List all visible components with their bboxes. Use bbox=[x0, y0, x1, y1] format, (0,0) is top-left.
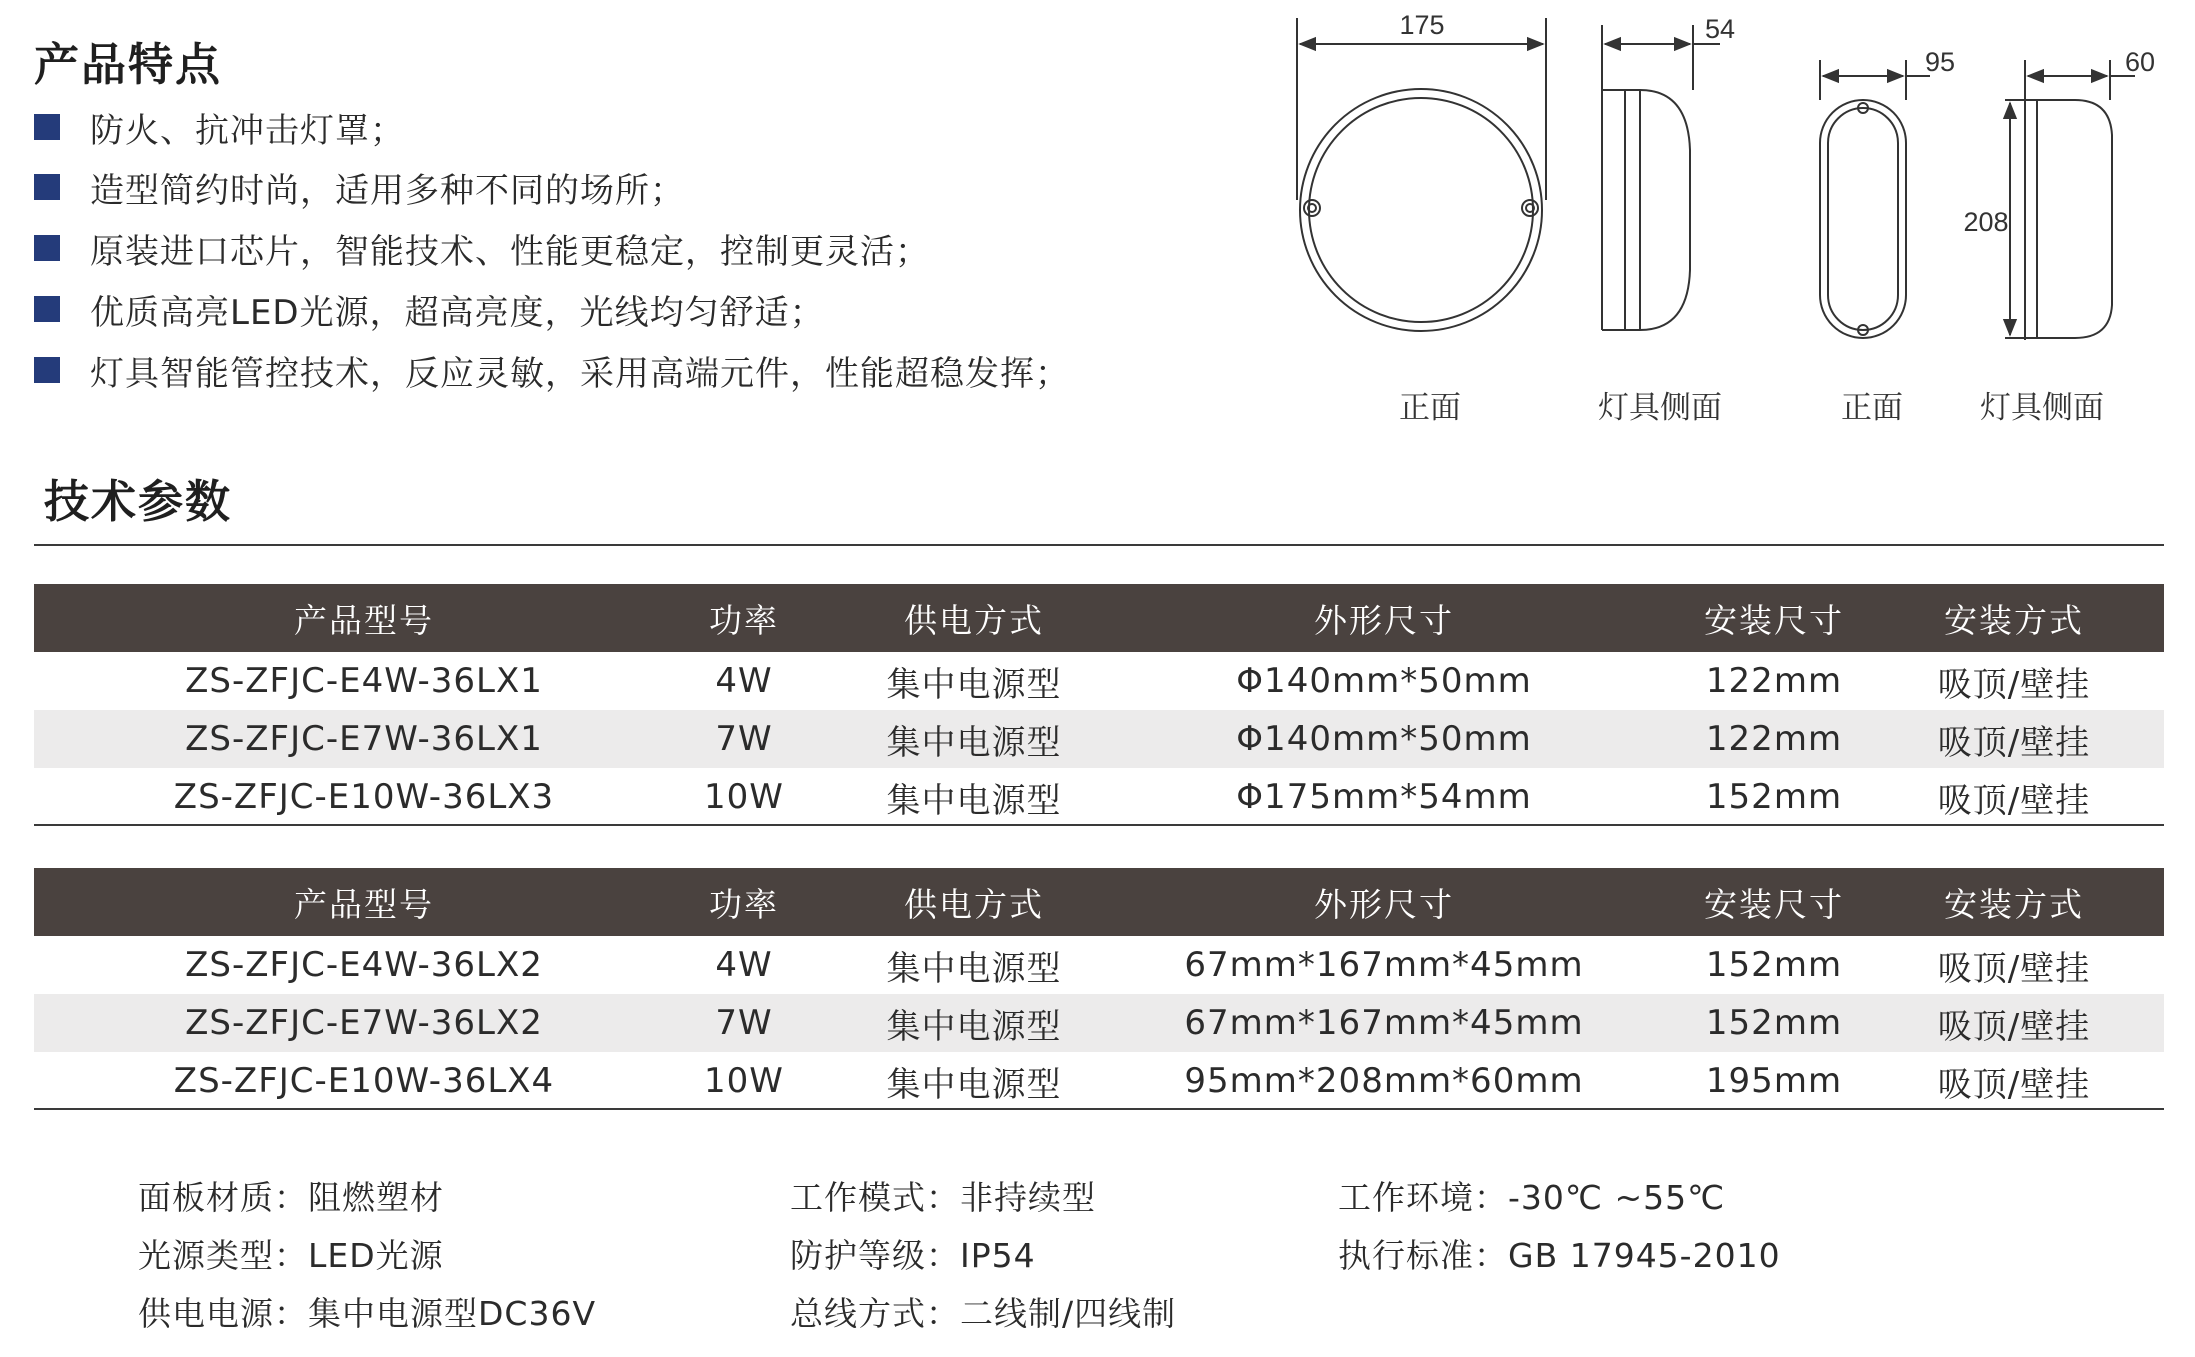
feature-text: 灯具智能管控技术，反应灵敏，采用高端元件，性能超稳发挥； bbox=[90, 353, 1070, 394]
table-row bbox=[34, 936, 2164, 994]
feature-item bbox=[34, 348, 1070, 392]
spec-protection-level: 防护等级：IP54 bbox=[790, 1236, 1036, 1275]
cell-supply: 集中电源型 bbox=[886, 1006, 1062, 1047]
oval-side-view bbox=[2005, 60, 2135, 340]
spec-standard: 执行标准：GB 17945-2010 bbox=[1338, 1236, 1781, 1275]
dim-oval-width: 95 bbox=[1924, 47, 1956, 77]
cell-mount-type: 吸顶/壁挂 bbox=[1937, 1006, 2091, 1047]
spec-work-mode: 工作模式：非持续型 bbox=[790, 1178, 1096, 1217]
feature-text: 防火、抗冲击灯罩； bbox=[90, 110, 405, 151]
caption-oval-front: 正面 bbox=[1841, 390, 1903, 426]
dim-round-width: 175 bbox=[1399, 10, 1445, 40]
square-bullet-icon bbox=[34, 235, 60, 261]
cell-supply: 集中电源型 bbox=[886, 664, 1062, 705]
dim-oval-height: 208 bbox=[1963, 207, 2009, 237]
oval-front-view bbox=[1820, 60, 1930, 338]
square-bullet-icon bbox=[34, 114, 60, 140]
square-bullet-icon bbox=[34, 174, 60, 200]
cell-mount-size: 152mm bbox=[1705, 777, 1843, 817]
spec-power-supply: 供电电源：集中电源型DC36V bbox=[138, 1294, 597, 1333]
spec-table-oval bbox=[34, 868, 2164, 1110]
header-supply: 供电方式 bbox=[904, 600, 1044, 640]
spec-table-round bbox=[34, 584, 2164, 826]
cell-model: ZS-ZFJC-E10W-36LX4 bbox=[173, 1061, 555, 1101]
cell-mount-type: 吸顶/壁挂 bbox=[1937, 664, 2091, 705]
cell-supply: 集中电源型 bbox=[886, 780, 1062, 821]
features-title: 产品特点 bbox=[34, 38, 223, 91]
cell-mount-size: 122mm bbox=[1705, 661, 1843, 701]
header-size: 外形尺寸 bbox=[1314, 884, 1454, 924]
cell-power: 7W bbox=[715, 1003, 773, 1043]
round-front-view bbox=[1297, 18, 1546, 331]
cell-mount-type: 吸顶/壁挂 bbox=[1937, 948, 2091, 989]
caption-round-side: 灯具侧面 bbox=[1598, 390, 1722, 426]
cell-power: 4W bbox=[715, 661, 773, 701]
header-mount-type: 安装方式 bbox=[1944, 600, 2084, 640]
header-size: 外形尺寸 bbox=[1314, 600, 1454, 640]
cell-mount-type: 吸顶/壁挂 bbox=[1937, 722, 2091, 763]
table-header bbox=[34, 584, 2164, 652]
round-side-view bbox=[1602, 25, 1720, 330]
cell-power: 7W bbox=[715, 719, 773, 759]
cell-size: 67mm*167mm*45mm bbox=[1184, 945, 1584, 985]
table-row bbox=[34, 652, 2164, 710]
cell-mount-size: 122mm bbox=[1705, 719, 1843, 759]
header-model: 产品型号 bbox=[294, 600, 434, 640]
divider bbox=[34, 1108, 2164, 1110]
dimension-drawing bbox=[1280, 0, 2180, 440]
cell-model: ZS-ZFJC-E7W-36LX1 bbox=[185, 719, 543, 759]
cell-model: ZS-ZFJC-E4W-36LX2 bbox=[185, 945, 543, 985]
cell-mount-size: 195mm bbox=[1705, 1061, 1843, 1101]
cell-supply: 集中电源型 bbox=[886, 1064, 1062, 1105]
table-row bbox=[34, 1052, 2164, 1110]
table-header bbox=[34, 868, 2164, 936]
cell-model: ZS-ZFJC-E4W-36LX1 bbox=[185, 661, 543, 701]
header-supply: 供电方式 bbox=[904, 884, 1044, 924]
feature-item bbox=[34, 105, 405, 149]
square-bullet-icon bbox=[34, 296, 60, 322]
divider bbox=[34, 824, 2164, 826]
spec-light-source: 光源类型：LED光源 bbox=[138, 1236, 444, 1275]
spec-panel-material: 面板材质：阻燃塑材 bbox=[138, 1178, 444, 1217]
cell-mount-size: 152mm bbox=[1705, 1003, 1843, 1043]
square-bullet-icon bbox=[34, 357, 60, 383]
header-power: 功率 bbox=[709, 600, 779, 640]
cell-mount-size: 152mm bbox=[1705, 945, 1843, 985]
cell-supply: 集中电源型 bbox=[886, 722, 1062, 763]
feature-item bbox=[34, 165, 685, 209]
header-mount-size: 安装尺寸 bbox=[1704, 600, 1844, 640]
cell-supply: 集中电源型 bbox=[886, 948, 1062, 989]
table-row bbox=[34, 768, 2164, 826]
caption-oval-side: 灯具侧面 bbox=[1980, 390, 2104, 426]
spec-bus-mode: 总线方式：二线制/四线制 bbox=[790, 1294, 1177, 1333]
cell-mount-type: 吸顶/壁挂 bbox=[1937, 1064, 2091, 1105]
feature-text: 造型简约时尚，适用多种不同的场所； bbox=[90, 170, 685, 211]
header-mount-size: 安装尺寸 bbox=[1704, 884, 1844, 924]
header-model: 产品型号 bbox=[294, 884, 434, 924]
table-row bbox=[34, 710, 2164, 768]
table-row bbox=[34, 994, 2164, 1052]
cell-size: Φ140mm*50mm bbox=[1236, 719, 1532, 759]
cell-size: 67mm*167mm*45mm bbox=[1184, 1003, 1584, 1043]
cell-size: Φ175mm*54mm bbox=[1236, 777, 1532, 817]
cell-model: ZS-ZFJC-E7W-36LX2 bbox=[185, 1003, 543, 1043]
divider bbox=[34, 544, 2164, 546]
cell-mount-type: 吸顶/壁挂 bbox=[1937, 780, 2091, 821]
spec-work-environment: 工作环境：-30℃ ~55℃ bbox=[1338, 1178, 1726, 1217]
cell-power: 10W bbox=[704, 1061, 784, 1101]
feature-text: 优质高亮LED光源，超高亮度，光线均匀舒适； bbox=[90, 292, 825, 333]
cell-size: Φ140mm*50mm bbox=[1236, 661, 1532, 701]
cell-size: 95mm*208mm*60mm bbox=[1184, 1061, 1584, 1101]
header-mount-type: 安装方式 bbox=[1944, 884, 2084, 924]
cell-power: 10W bbox=[704, 777, 784, 817]
cell-power: 4W bbox=[715, 945, 773, 985]
header-power: 功率 bbox=[709, 884, 779, 924]
cell-model: ZS-ZFJC-E10W-36LX3 bbox=[173, 777, 555, 817]
feature-item bbox=[34, 226, 930, 270]
caption-round-front: 正面 bbox=[1399, 390, 1461, 426]
dim-oval-depth: 60 bbox=[2124, 47, 2156, 77]
feature-item bbox=[34, 287, 825, 331]
dim-round-depth: 54 bbox=[1704, 14, 1736, 44]
specs-title: 技术参数 bbox=[44, 475, 233, 528]
feature-text: 原装进口芯片，智能技术、性能更稳定，控制更灵活； bbox=[90, 231, 930, 272]
